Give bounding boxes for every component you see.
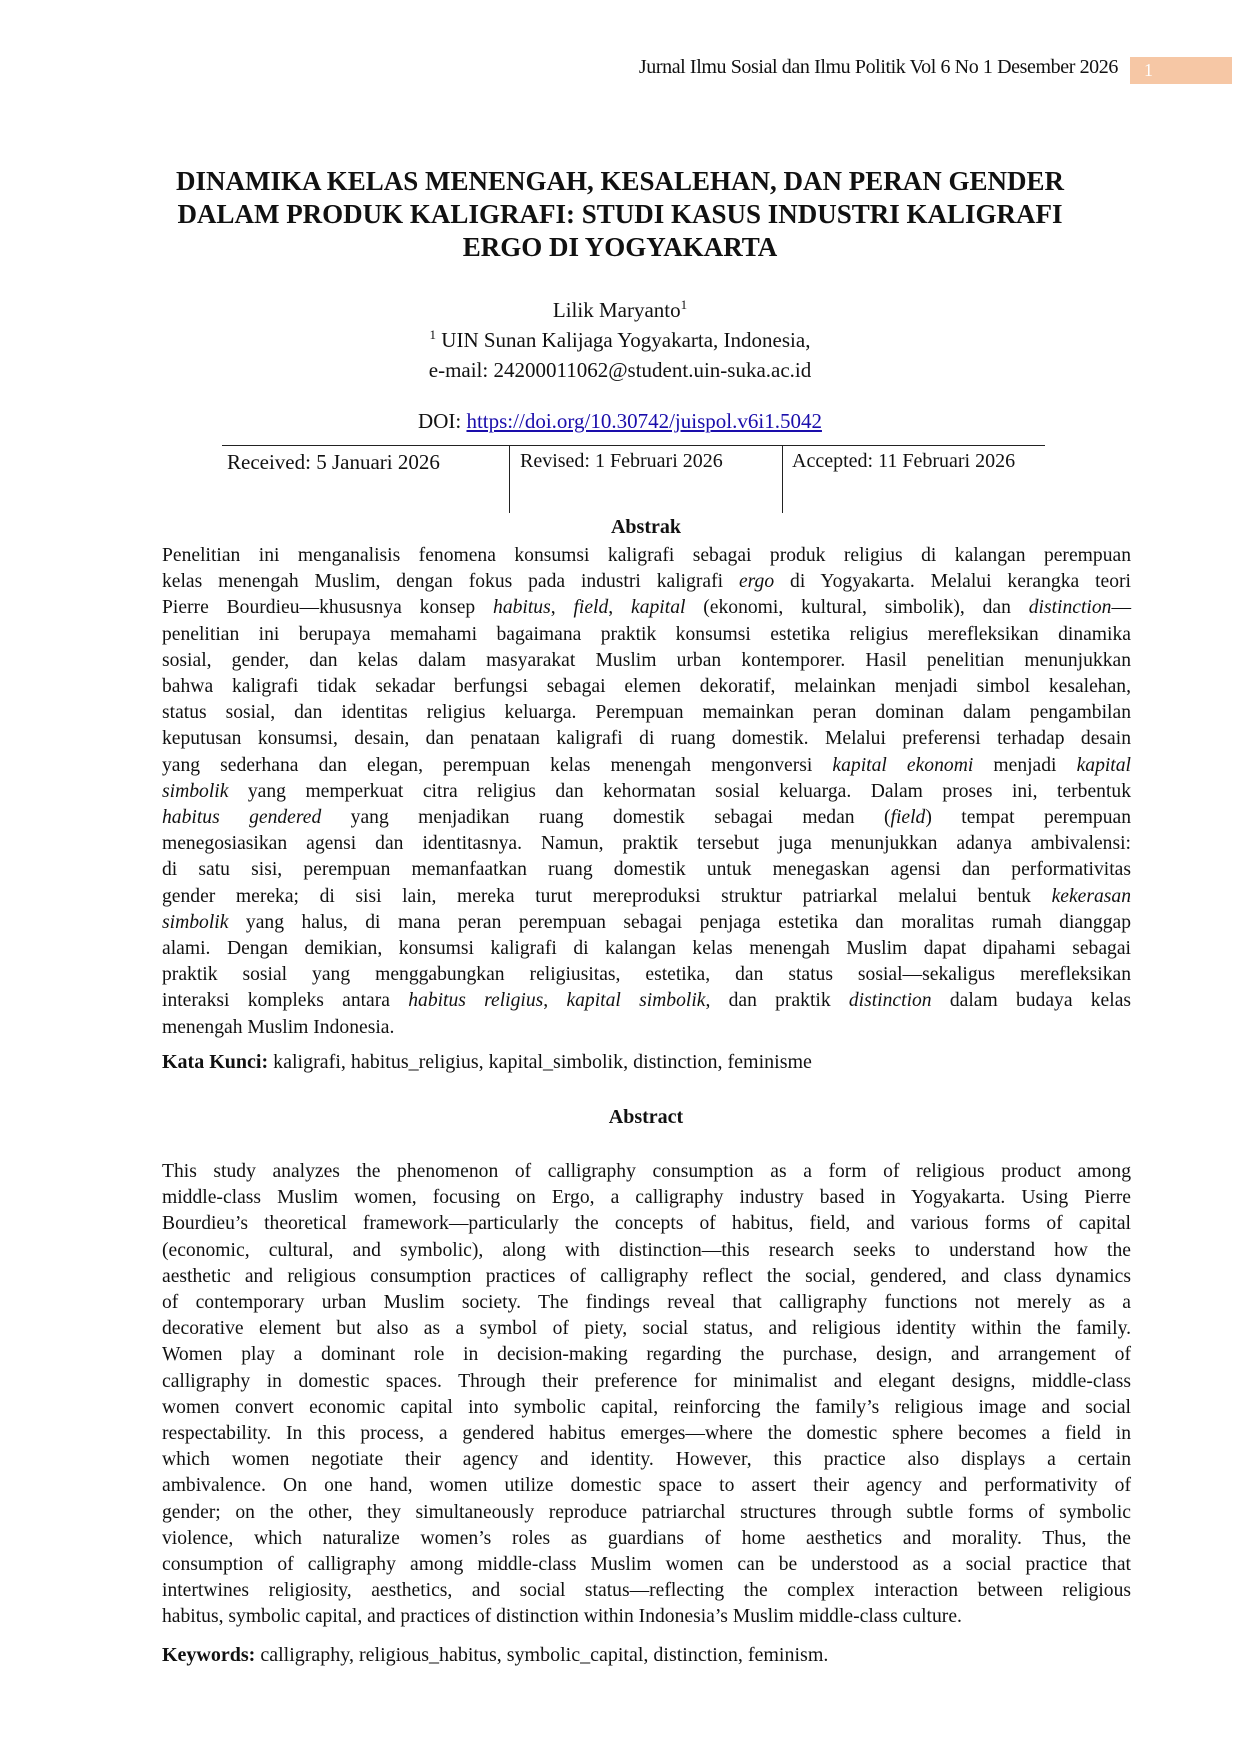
abstract-line: consumption of calligraphy among middle-class Muslim women can be understood as a social practice that <box>162 1554 1131 1576</box>
author-block <box>140 295 1100 385</box>
abstract-line: alami. Dengan demikian, konsumsi kaligrafi di kalangan kelas menengah Muslim dapat dipahami sebagai <box>162 938 1131 960</box>
doi-label: DOI: <box>418 409 462 433</box>
abstract-line: penelitian ini berupaya memahami bagaimana praktik konsumsi estetika religius merefleksikan dinamika <box>162 623 1131 645</box>
abstract-line: This study analyzes the phenomenon of calligraphy consumption as a form of religious product among <box>162 1161 1131 1182</box>
abstract-line: respectability. In this process, a gendered habitus emerges—where the domestic sphere becomes a field in <box>162 1423 1131 1445</box>
keywords-label: Keywords: <box>162 1644 256 1666</box>
keywords <box>162 1644 1131 1667</box>
page-number-badge: 1 <box>1130 57 1232 84</box>
revised-date: Revised: 1 Februari 2026 <box>520 450 723 472</box>
abstract-line: bahwa kaligrafi tidak sekadar berfungsi sebagai elemen dekoratif, melainkan menjadi simbol kesalehan, <box>162 676 1131 698</box>
abstract-line: decorative element but also as a symbol of piety, social status, and religious identity within the family. <box>162 1318 1131 1340</box>
abstract-line: which women negotiate their agency and identity. However, this practice also displays a certain <box>162 1449 1131 1471</box>
abstract-line: Pierre Bourdieu—khususnya konsep habitus, field, kapital (ekonomi, kultural, simbolik), dan distinction— <box>162 597 1132 619</box>
abstract-line: Women play a dominant role in decision-making regarding the purchase, design, and arrangement of <box>162 1344 1131 1366</box>
abstract-line: of contemporary urban Muslim society. The findings reveal that calligraphy functions not merely as a <box>162 1292 1131 1314</box>
abstract-line: middle-class Muslim women, focusing on Ergo, a calligraphy industry based in Yogyakarta. Using Pierre <box>162 1187 1131 1209</box>
italic-term: distinction <box>848 990 932 1012</box>
abstract-line: aesthetic and religious consumption practices of calligraphy reflect the social, gendered, and class dynamics <box>162 1265 1131 1287</box>
keywords-text: calligraphy, religious_habitus, symbolic_capital, distinction, feminism. <box>260 1644 829 1666</box>
abstrak-body <box>162 543 1131 1041</box>
abstract-line: menengah Muslim Indonesia. <box>162 1016 395 1038</box>
italic-term: kekerasan <box>1051 885 1131 907</box>
abstract-line: simbolik yang halus, di mana peran perempuan sebagai penjaga estetika dan moralitas rumah dianggap <box>162 911 1131 933</box>
abstrak-heading: Abstrak <box>610 516 681 538</box>
abstract-line: women convert economic capital into symbolic capital, reinforcing the family’s religious image and social <box>162 1396 1131 1418</box>
author-line <box>140 295 1100 325</box>
author-name: Lilik Maryanto <box>552 298 681 322</box>
kata-kunci <box>162 1051 1131 1074</box>
abstract-line: simbolik yang memperkuat citra religius dan kehormatan sosial keluarga. Dalam proses ini, terbentuk <box>162 780 1131 802</box>
abstract-line: status sosial, dan identitas religius keluarga. Perempuan memainkan peran dominan dalam pengambilan <box>162 702 1131 724</box>
affiliation-superscript: 1 <box>429 327 437 342</box>
abstract-line: keputusan konsumsi, desain, dan penataan kaligrafi di ruang domestik. Melalui preferensi terhadap desain <box>162 728 1131 750</box>
doi-line <box>140 407 1100 435</box>
italic-term: simbolik <box>162 911 229 933</box>
title-line: DALAM PRODUK KALIGRAFI: STUDI KASUS INDUSTRI KALIGRAFI <box>177 199 1063 229</box>
abstract-line: (economic, cultural, and symbolic), along with distinction—this research seeks to understand how the <box>162 1239 1131 1261</box>
abstract-line: Bourdieu’s theoretical framework—particularly the concepts of habitus, field, and various forms of capital <box>162 1213 1131 1235</box>
abstract-line: habitus, symbolic capital, and practices of distinction within Indonesia’s Muslim middle-class culture. <box>162 1606 962 1628</box>
abstract-line: sosial, gender, dan kelas dalam masyarakat Muslim urban kontemporer. Hasil penelitian menunjukkan <box>162 649 1131 671</box>
italic-term: habitus <box>493 597 551 619</box>
italic-term: kapital <box>1076 754 1131 776</box>
abstract-line: di satu sisi, perempuan memanfaatkan ruang domestik untuk menegaskan agensi dan performativitas <box>162 859 1131 881</box>
author-superscript: 1 <box>680 297 688 312</box>
abstract-line: intertwines religiosity, aesthetics, and social status—reflecting the complex interaction between religious <box>162 1580 1131 1602</box>
abstract-line: praktik sosial yang menggabungkan religiusitas, estetika, dan status sosial—sekaligus merefleksikan <box>162 964 1131 986</box>
abstract-line: gender mereka; di sisi lain, mereka turut mereproduksi struktur patriarkal melalui bentuk kekerasan <box>162 885 1131 907</box>
affiliation-line <box>140 325 1100 355</box>
italic-term: field <box>890 807 926 829</box>
abstract-body <box>162 1159 1131 1631</box>
kata-kunci-label: Kata Kunci: <box>162 1051 269 1073</box>
received-date: Received: 5 Januari 2026 <box>227 450 440 474</box>
author-email: e-mail: 24200011062@student.uin-suka.ac.id <box>428 358 812 382</box>
abstract-line: yang sederhana dan elegan, perempuan kelas menengah mengonversi kapital ekonomi menjadi kapital <box>162 754 1131 776</box>
abstract-line: ambivalence. On one hand, women utilize domestic space to assert their agency and performativity of <box>162 1475 1131 1497</box>
title-line: DINAMIKA KELAS MENENGAH, KESALEHAN, DAN PERAN GENDER <box>175 166 1065 196</box>
abstract-line: menegosiasikan agensi dan identitasnya. Namun, praktik tersebut juga menunjukkan adanya ambivalensi: <box>162 833 1131 855</box>
abstract-line: kelas menengah Muslim, dengan fokus pada industri kaligrafi ergo di Yogyakarta. Melalui kerangka teori <box>162 571 1131 593</box>
italic-term: habitus gendered <box>162 807 322 829</box>
accepted-date: Accepted: 11 Februari 2026 <box>792 450 1016 472</box>
italic-term: simbolik <box>162 780 229 802</box>
paper-title <box>130 165 1110 264</box>
abstract-line: Penelitian ini menganalisis fenomena konsumsi kaligrafi sebagai produk religius di kalangan perempuan <box>162 545 1131 566</box>
italic-term: kapital <box>631 597 686 619</box>
dates-divider <box>782 446 783 513</box>
abstract-line: interaksi kompleks antara habitus religius, kapital simbolik, dan praktik distinction dalam budaya kelas <box>162 990 1132 1012</box>
journal-header: Jurnal Ilmu Sosial dan Ilmu Politik Vol 6 No 1 Desember 2026 <box>638 56 1118 78</box>
abstract-line: gender; on the other, they simultaneously reproduce patriarchal structures through subtle forms of symbolic <box>162 1501 1131 1523</box>
affiliation: UIN Sunan Kalijaga Yogyakarta, Indonesia, <box>441 328 811 352</box>
doi-link[interactable]: https://doi.org/10.30742/juispol.v6i1.5042 <box>466 409 822 433</box>
dates-top-rule <box>222 445 1045 446</box>
abstract-line: violence, which naturalize women’s roles as guardians of home aesthetics and morality. Thus, the <box>162 1527 1131 1549</box>
italic-term: kapital simbolik <box>566 990 706 1012</box>
kata-kunci-text: kaligrafi, habitus_religius, kapital_simbolik, distinction, feminisme <box>273 1051 812 1073</box>
abstract-line: calligraphy in domestic spaces. Through their preference for minimalist and elegant designs, middle-class <box>162 1370 1131 1392</box>
abstract-line: habitus gendered yang menjadikan ruang domestik sebagai medan (field) tempat perempuan <box>162 807 1132 829</box>
italic-term: kapital ekonomi <box>832 754 974 776</box>
italic-term: distinction <box>1028 597 1112 619</box>
italic-term: field <box>573 597 609 619</box>
italic-term: habitus religius <box>408 990 544 1012</box>
italic-term: ergo <box>738 571 775 593</box>
dates-divider <box>509 446 510 513</box>
abstract-heading: Abstract <box>608 1106 684 1128</box>
title-line: ERGO DI YOGYAKARTA <box>462 232 778 262</box>
